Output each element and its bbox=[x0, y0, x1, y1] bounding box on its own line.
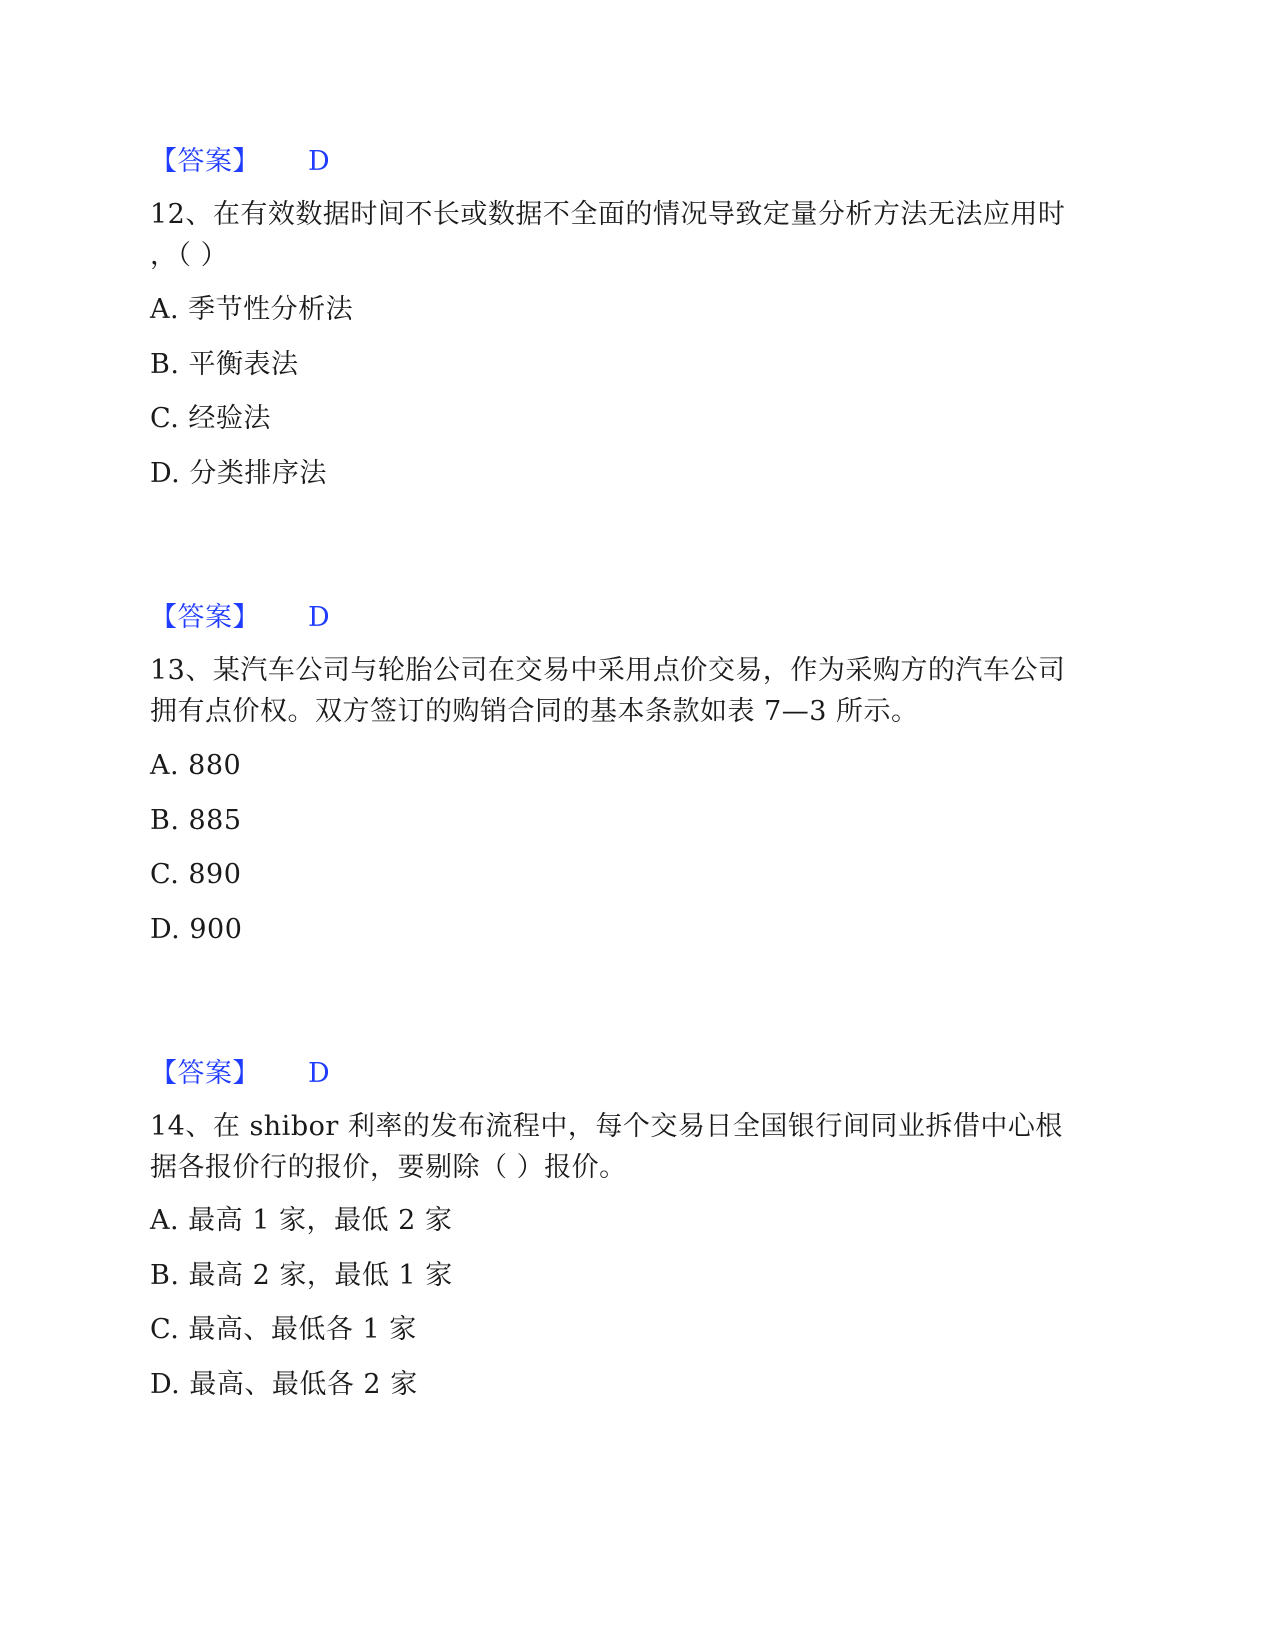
answer-row bbox=[150, 146, 331, 178]
question-option: D. 分类排序法 bbox=[150, 458, 327, 489]
question-option: C. 890 bbox=[150, 859, 242, 890]
question-stem-line: 拥有点价权。双方签订的购销合同的基本条款如表 7—3 所示。 bbox=[150, 696, 919, 727]
answer-value: D bbox=[308, 146, 331, 177]
answer-label: 【答案】 bbox=[150, 602, 260, 633]
answer-value: D bbox=[308, 602, 331, 633]
question-option: B. 平衡表法 bbox=[150, 349, 299, 380]
question-option: B. 最高 2 家，最低 1 家 bbox=[150, 1260, 453, 1291]
question-stem-line: ，（ ） bbox=[150, 240, 229, 271]
question-option: B. 885 bbox=[150, 805, 242, 836]
question-stem-line: 14、在 shibor 利率的发布流程中，每个交易日全国银行间同业拆借中心根 bbox=[150, 1111, 1063, 1142]
answer-label: 【答案】 bbox=[150, 146, 260, 177]
question-stem-line: 12、在有效数据时间不长或数据不全面的情况导致定量分析方法无法应用时 bbox=[150, 199, 1066, 230]
answer-row bbox=[150, 602, 331, 634]
question-option: D. 最高、最低各 2 家 bbox=[150, 1369, 418, 1400]
question-option: C. 最高、最低各 1 家 bbox=[150, 1314, 417, 1345]
question-option: A. 880 bbox=[150, 750, 242, 781]
question-option: C. 经验法 bbox=[150, 403, 271, 434]
question-option: D. 900 bbox=[150, 914, 243, 945]
question-option: A. 季节性分析法 bbox=[150, 294, 354, 325]
question-stem-line: 据各报价行的报价，要剔除（ ）报价。 bbox=[150, 1152, 627, 1183]
answer-value: D bbox=[308, 1058, 331, 1089]
question-stem-line: 13、某汽车公司与轮胎公司在交易中采用点价交易，作为采购方的汽车公司 bbox=[150, 655, 1066, 686]
answer-row bbox=[150, 1058, 331, 1090]
question-option: A. 最高 1 家，最低 2 家 bbox=[150, 1205, 453, 1236]
answer-label: 【答案】 bbox=[150, 1058, 260, 1089]
